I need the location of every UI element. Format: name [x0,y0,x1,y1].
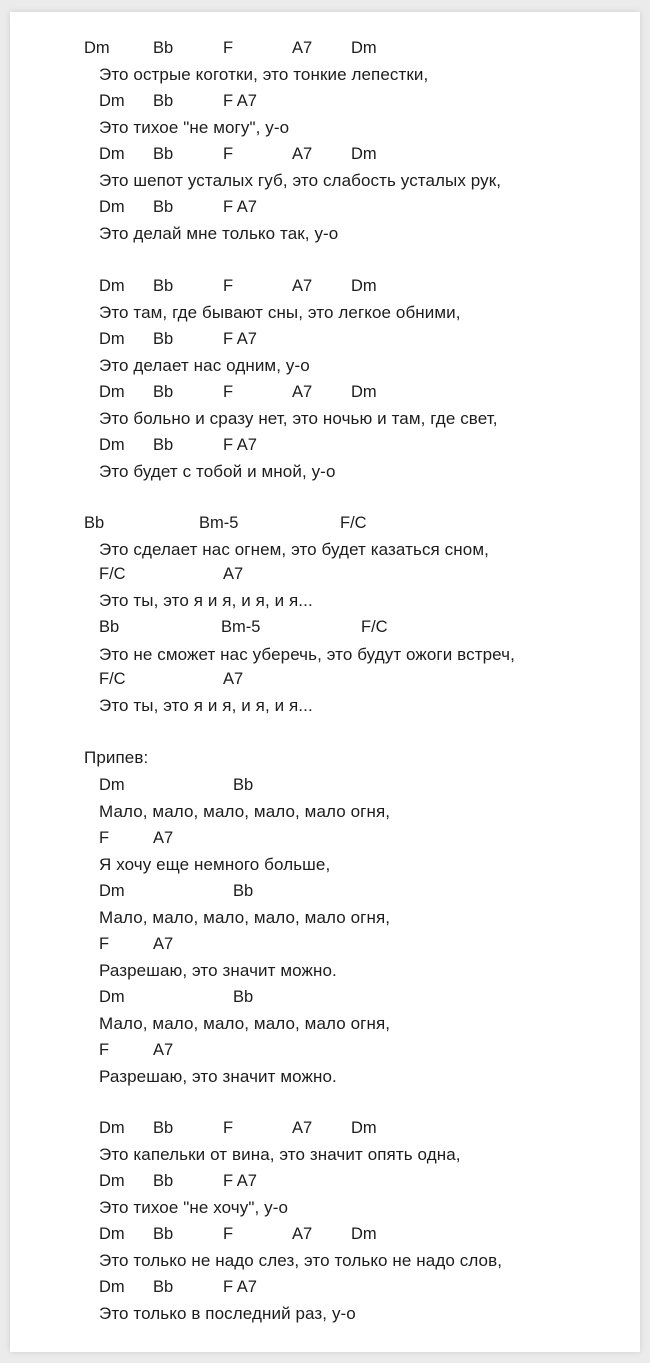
chord: Bb [153,39,174,57]
chord: Bb [153,436,174,454]
chord: Dm [99,92,125,110]
chord: A7 [292,1119,313,1137]
chord: Dm [99,776,125,794]
lyric-line: Это не сможет нас уберечь, это будут ожоги встреч, [99,645,515,664]
lyric-line: Это будет с тобой и мной, у-о [99,462,336,481]
chord: Bb [153,1119,174,1137]
chord: F A7 [223,198,257,216]
chord: Dm [351,39,377,57]
lyric-line: Это делай мне только так, у-о [99,224,339,243]
chord: Dm [99,383,125,401]
chord: Bm-5 [199,514,239,532]
lyric-line: Это тихое "не хочу", у-о [99,1198,289,1217]
chord: A7 [292,1225,313,1243]
chord: Bb [233,776,254,794]
chord: F [223,277,234,295]
chord: F [223,39,234,57]
chord: Bb [99,618,120,636]
chord: A7 [223,670,244,688]
chord: Bb [153,1278,174,1296]
chord: F/C [340,514,367,532]
chord: Bb [233,882,254,900]
chord: F [223,145,234,163]
lyric-line: Это ты, это я и я, и я, и я... [99,591,313,610]
lyric-line: Мало, мало, мало, мало, мало огня, [99,802,391,821]
chord: Bm-5 [221,618,261,636]
chord: Dm [99,1278,125,1296]
lyric-line: Разрешаю, это значит можно. [99,1067,337,1086]
chord: Dm [351,1225,377,1243]
chord: Dm [351,1119,377,1137]
lyric-line: Это сделает нас огнем, это будет казаться сном, [99,540,489,559]
chord: A7 [292,277,313,295]
chord: A7 [292,39,313,57]
chord: Bb [233,988,254,1006]
chord: F [99,935,110,953]
chord: Bb [153,383,174,401]
chord: Dm [99,330,125,348]
chord: F [223,1119,234,1137]
chord: F A7 [223,92,257,110]
chord: F A7 [223,1278,257,1296]
chord: A7 [292,383,313,401]
chord: F/C [99,565,126,583]
chord: Dm [99,882,125,900]
chord: Bb [153,92,174,110]
lyric-line: Это острые коготки, это тонкие лепестки, [99,65,429,84]
chord: Dm [351,145,377,163]
lyric-line: Мало, мало, мало, мало, мало огня, [99,908,391,927]
chord-sheet [10,12,640,1352]
lyric-line: Это шепот усталых губ, это слабость усталых рук, [99,171,502,190]
lyric-line: Это капельки от вина, это значит опять одна, [99,1145,461,1164]
chord: Bb [153,330,174,348]
chord: F [99,829,110,847]
lyric-line: Разрешаю, это значит можно. [99,961,337,980]
lyric-line: Это только в последний раз, у-о [99,1304,356,1323]
lyric-line: Это делает нас одним, у-о [99,356,310,375]
chord: Dm [351,383,377,401]
chord: Bb [84,514,105,532]
chord: Dm [99,436,125,454]
chord: F A7 [223,1172,257,1190]
chord: Bb [153,198,174,216]
chord: Dm [99,1225,125,1243]
chord: F [99,1041,110,1059]
chord: Bb [153,1172,174,1190]
chord: F A7 [223,330,257,348]
lyric-line: Это ты, это я и я, и я, и я... [99,696,313,715]
lyric-line: Это тихое "не могу", у-о [99,118,290,137]
chord: A7 [223,565,244,583]
chord: F A7 [223,436,257,454]
chord: Bb [153,277,174,295]
lyric-line: Это только не надо слез, это только не надо слов, [99,1251,503,1270]
chord: Dm [99,145,125,163]
chord: Dm [99,198,125,216]
chord: Bb [153,1225,174,1243]
lyric-line: Мало, мало, мало, мало, мало огня, [99,1014,391,1033]
chord: A7 [153,935,174,953]
lyric-line: Это больно и сразу нет, это ночью и там, где свет, [99,409,498,428]
chord: Dm [99,1119,125,1137]
chord: F/C [361,618,388,636]
chord: Dm [99,277,125,295]
chord: A7 [153,1041,174,1059]
chord: Bb [153,145,174,163]
chord: Dm [99,1172,125,1190]
chord: A7 [292,145,313,163]
chord: F [223,1225,234,1243]
chord: F [223,383,234,401]
chord: Dm [351,277,377,295]
chord: F/C [99,670,126,688]
chord: A7 [153,829,174,847]
chord: Dm [99,988,125,1006]
lyric-line: Это там, где бывают сны, это легкое обними, [99,303,461,322]
chord: Dm [84,39,110,57]
lyric-line: Я хочу еще немного больше, [99,855,331,874]
section-label: Припев: [84,748,149,767]
